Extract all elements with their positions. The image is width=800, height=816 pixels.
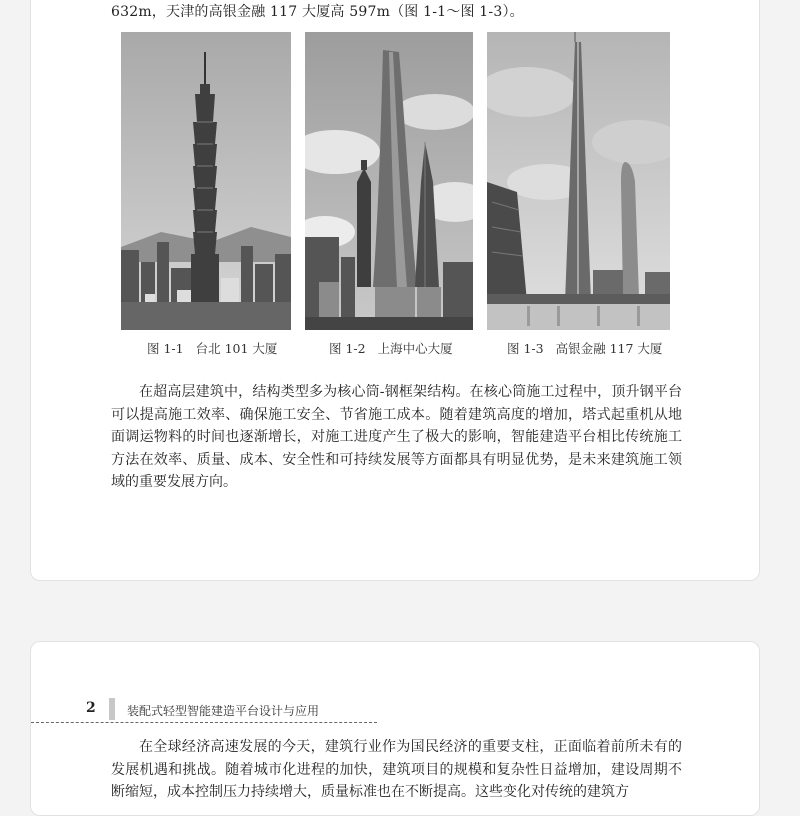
- carry-over-line: 632m，天津的高银金融 117 大厦高 597m（图 1-1～图 1-3）。: [111, 4, 524, 20]
- figure-title: 台北 101 大厦: [195, 341, 278, 356]
- figure-title: 上海中心大厦: [377, 341, 453, 356]
- figure-caption-1-1: [147, 339, 277, 357]
- figure-taipei-101: [121, 32, 291, 330]
- running-title: 装配式轻型智能建造平台设计与应用: [127, 704, 320, 718]
- figure-title: 高银金融 117 大厦: [555, 341, 663, 356]
- figure-caption-1-2: [329, 339, 453, 357]
- figure-caption-1-3: [507, 339, 662, 357]
- figure-number: 图 1-1: [147, 341, 184, 356]
- running-header: [31, 698, 377, 723]
- figure-shanghai-tower: [305, 32, 473, 330]
- goldin-117-photo-icon: [487, 32, 670, 330]
- taipei-101-photo-icon: [121, 32, 291, 330]
- body-paragraph: 在全球经济高速发展的今天，建筑行业作为国民经济的重要支柱，正面临着前所未有的发展机遇和挑战。随着城市化进程的加快，建筑项目的规模和复杂性日益增加，建设周期不断缩短，成本控制压力持续增大，质量标准也在不断提高。这些变化对传统的建筑方: [111, 739, 682, 800]
- figure-number: 图 1-2: [329, 341, 366, 356]
- page-sheet-top: [30, 0, 760, 581]
- figure-goldin-117: [487, 32, 670, 330]
- figure-number: 图 1-3: [507, 341, 544, 356]
- page-sheet-bottom: [30, 641, 760, 816]
- header-divider-bar: [109, 698, 115, 720]
- shanghai-tower-photo-icon: [305, 32, 473, 330]
- body-paragraph: 在超高层建筑中，结构类型多为核心筒-钢框架结构。在核心筒施工过程中，顶升钢平台可以提高施工效率、确保施工安全、节省施工成本。随着建筑高度的增加，塔式起重机从地面调运物料的时间也逐渐增长，对施工进度产生了极大的影响，智能建造平台相比传统施工方法在效率、质量、成本、安全性和可持续发展等方面都具有明显优势，是未来建筑施工领域的重要发展方向。: [111, 384, 682, 490]
- page-number: 2: [86, 700, 96, 716]
